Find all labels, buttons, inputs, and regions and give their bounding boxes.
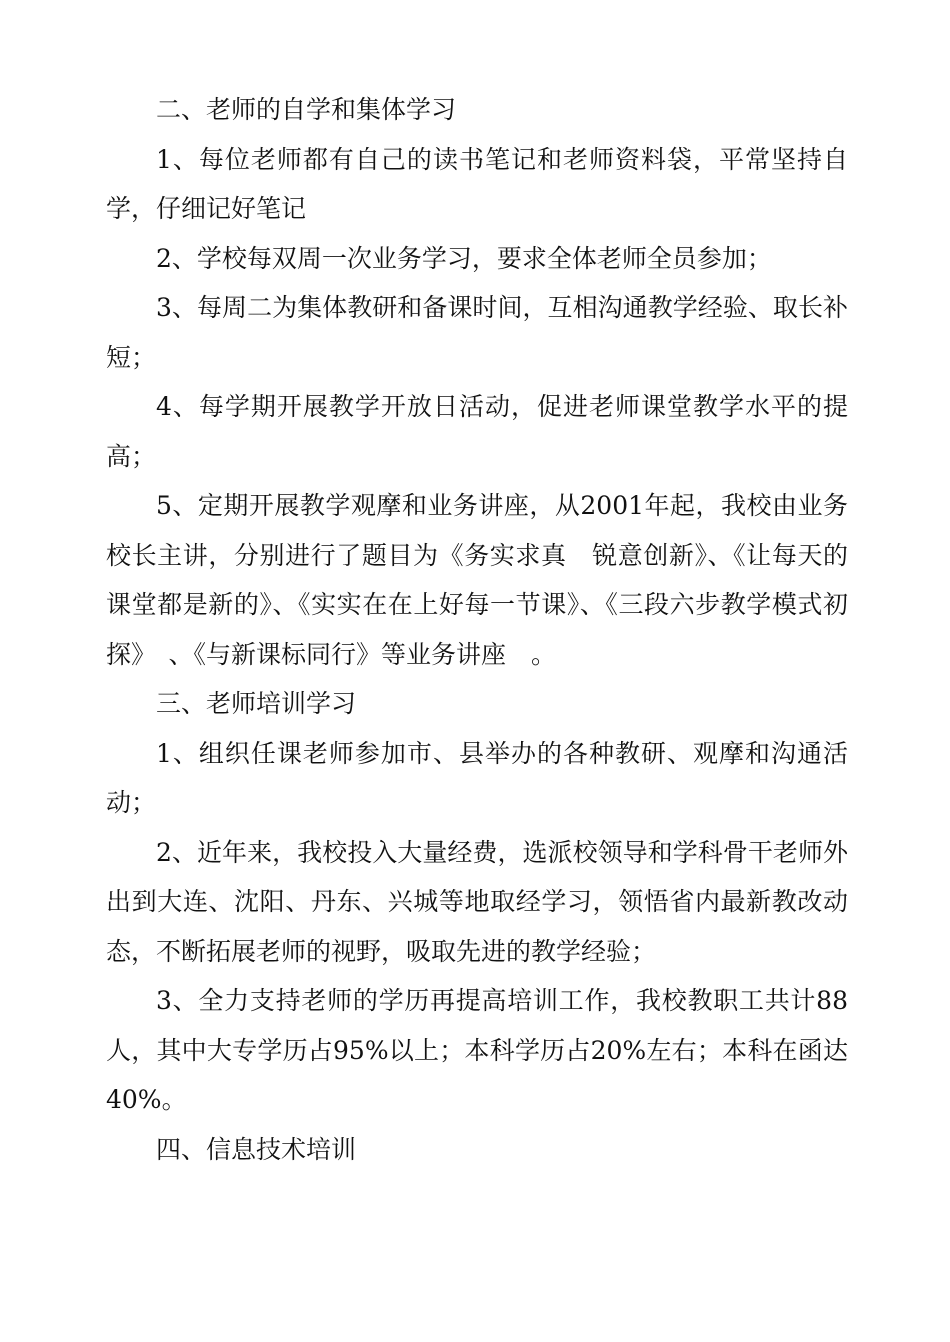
section-heading: 二、老师的自学和集体学习	[156, 95, 457, 124]
paragraph: 3、全力支持老师的学历再提高培训工作，我校教职工共计88人，其中大专学历占95%以上；本科学历占20%左右；本科在函达40%。	[106, 986, 848, 1114]
paragraph: 2、学校每双周一次业务学习，要求全体老师全员参加；	[156, 243, 772, 273]
paragraph: 2、近年来，我校投入大量经费，选派校领导和学科骨干老师外出到大连、沈阳、丹东、兴城等地取经学习，领悟省内最新教改动态，不断拓展老师的视野，吸取先进的教学经验；	[106, 837, 848, 966]
paragraph: 4、每学期开展教学开放日活动，促进老师课堂教学水平的提高；	[106, 392, 848, 471]
document-body	[106, 85, 848, 1174]
section-heading: 三、老师培训学习	[156, 689, 357, 718]
paragraph: 1、每位老师都有自己的读书笔记和老师资料袋，平常坚持自学，仔细记好笔记	[106, 144, 848, 223]
paragraph: 3、每周二为集体教研和备课时间，互相沟通教学经验、取长补短；	[106, 293, 848, 372]
paragraph: 1、组织任课老师参加市、县举办的各种教研、观摩和沟通活动；	[106, 738, 848, 817]
section-heading: 四、信息技术培训	[156, 1134, 357, 1164]
paragraph: 5、定期开展教学观摩和业务讲座，从2001年起，我校由业务校长主讲，分别进行了题目为《务实求真 锐意创新》、《让每天的课堂都是新的》、《实实在在上好每一节课》、《三段六步教学模式初探》 、《与新课标同行》等业务讲座 。	[106, 491, 848, 669]
